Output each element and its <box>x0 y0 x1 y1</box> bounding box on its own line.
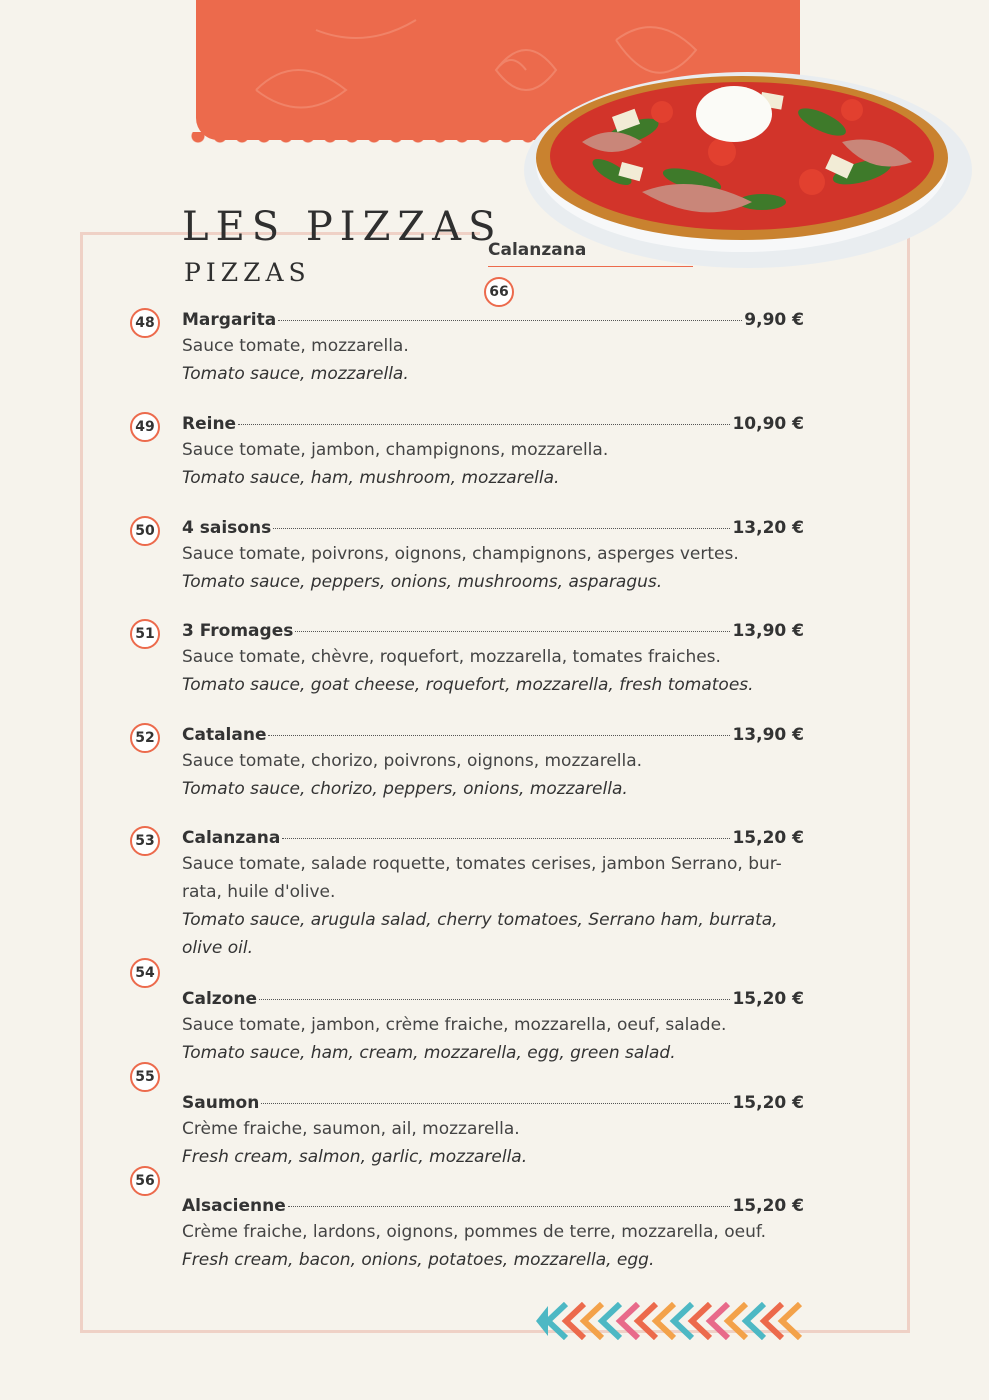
item-name: Saumon <box>182 1093 260 1113</box>
item-description-fr: Sauce tomate, poivrons, oignons, champignons, asperges vertes. <box>182 544 739 564</box>
featured-caption: Calanzana <box>488 240 587 260</box>
menu-item-reine <box>182 414 804 492</box>
pizza-plate-illustration <box>522 62 974 272</box>
item-number-badge: 54 <box>130 958 160 988</box>
menu-item-3-fromages <box>182 621 804 699</box>
item-number-badge: 49 <box>130 412 160 442</box>
dot-leader <box>295 631 730 632</box>
item-description-en: Tomato sauce, mozzarella. <box>182 364 409 384</box>
item-name: Calanzana <box>182 828 281 848</box>
item-number-badge: 55 <box>130 1062 160 1092</box>
item-price: 9,90 € <box>744 310 804 330</box>
menu-item-4-saisons <box>182 518 804 596</box>
item-description-en: Tomato sauce, arugula salad, cherry tomatoes, Serrano ham, burrata, olive oil. <box>182 910 778 958</box>
item-description-en: Tomato sauce, peppers, onions, mushrooms, asparagus. <box>182 572 663 592</box>
item-name: Alsacienne <box>182 1196 286 1216</box>
item-name: Catalane <box>182 725 267 745</box>
dot-leader <box>268 735 730 736</box>
item-number-badge: 52 <box>130 723 160 753</box>
dot-leader <box>238 424 730 425</box>
item-description-fr: Sauce tomate, chorizo, poivrons, oignons, mozzarella. <box>182 751 643 771</box>
item-name: 3 Fromages <box>182 621 294 641</box>
item-description-en: Tomato sauce, ham, mushroom, mozzarella. <box>182 468 560 488</box>
item-price: 13,20 € <box>732 518 804 538</box>
item-number-badge: 50 <box>130 516 160 546</box>
item-name: Calzone <box>182 989 257 1009</box>
item-description-fr: Crème fraiche, lardons, oignons, pommes de terre, mozzarella, oeuf. <box>182 1222 767 1242</box>
item-description-fr: Sauce tomate, salade roquette, tomates cerises, jambon Serrano, bur-rata, huile d'olive. <box>182 854 782 902</box>
item-description-fr: Sauce tomate, jambon, crème fraiche, mozzarella, oeuf, salade. <box>182 1015 727 1035</box>
menu-item-margarita <box>182 310 804 388</box>
dot-leader <box>273 528 730 529</box>
menu-item-calzone <box>182 989 804 1067</box>
menu-item-catalane <box>182 725 804 803</box>
item-number-badge: 51 <box>130 619 160 649</box>
chevron-pattern-decoration <box>536 1302 806 1344</box>
item-name: Reine <box>182 414 237 434</box>
item-price: 15,20 € <box>732 989 804 1009</box>
dot-leader <box>259 999 730 1000</box>
dot-leader <box>278 320 742 321</box>
dot-leader <box>288 1206 731 1207</box>
item-price: 13,90 € <box>732 725 804 745</box>
item-description-en: Tomato sauce, ham, cream, mozzarella, egg, green salad. <box>182 1043 676 1063</box>
item-description-en: Tomato sauce, chorizo, peppers, onions, mozzarella. <box>182 779 628 799</box>
item-number-badge: 53 <box>130 826 160 856</box>
item-description-fr: Sauce tomate, mozzarella. <box>182 336 409 356</box>
item-description-fr: Sauce tomate, jambon, champignons, mozzarella. <box>182 440 609 460</box>
dot-leader <box>282 838 730 839</box>
menu-item-saumon <box>182 1093 804 1171</box>
item-number-badge: 56 <box>130 1166 160 1196</box>
item-description-en: Fresh cream, bacon, onions, potatoes, mozzarella, egg. <box>182 1250 655 1270</box>
featured-number-badge: 66 <box>484 277 514 307</box>
item-description-en: Tomato sauce, goat cheese, roquefort, mozzarella, fresh tomatoes. <box>182 675 754 695</box>
item-price: 15,20 € <box>732 1093 804 1113</box>
menu-item-calanzana <box>182 828 804 962</box>
item-description-fr: Sauce tomate, chèvre, roquefort, mozzarella, tomates fraiches. <box>182 647 721 667</box>
item-name: 4 saisons <box>182 518 272 538</box>
item-price: 15,20 € <box>732 828 804 848</box>
menu-item-alsacienne <box>182 1196 804 1274</box>
caption-underline <box>488 266 693 267</box>
page-title: LES PIZZAS <box>182 204 503 250</box>
dot-leader <box>261 1103 730 1104</box>
item-number-badge: 48 <box>130 308 160 338</box>
item-description-fr: Crème fraiche, saumon, ail, mozzarella. <box>182 1119 520 1139</box>
item-name: Margarita <box>182 310 277 330</box>
item-price: 13,90 € <box>732 621 804 641</box>
page-subtitle: PIZZAS <box>184 258 311 287</box>
item-price: 10,90 € <box>732 414 804 434</box>
item-description-en: Fresh cream, salmon, garlic, mozzarella. <box>182 1147 528 1167</box>
item-price: 15,20 € <box>732 1196 804 1216</box>
